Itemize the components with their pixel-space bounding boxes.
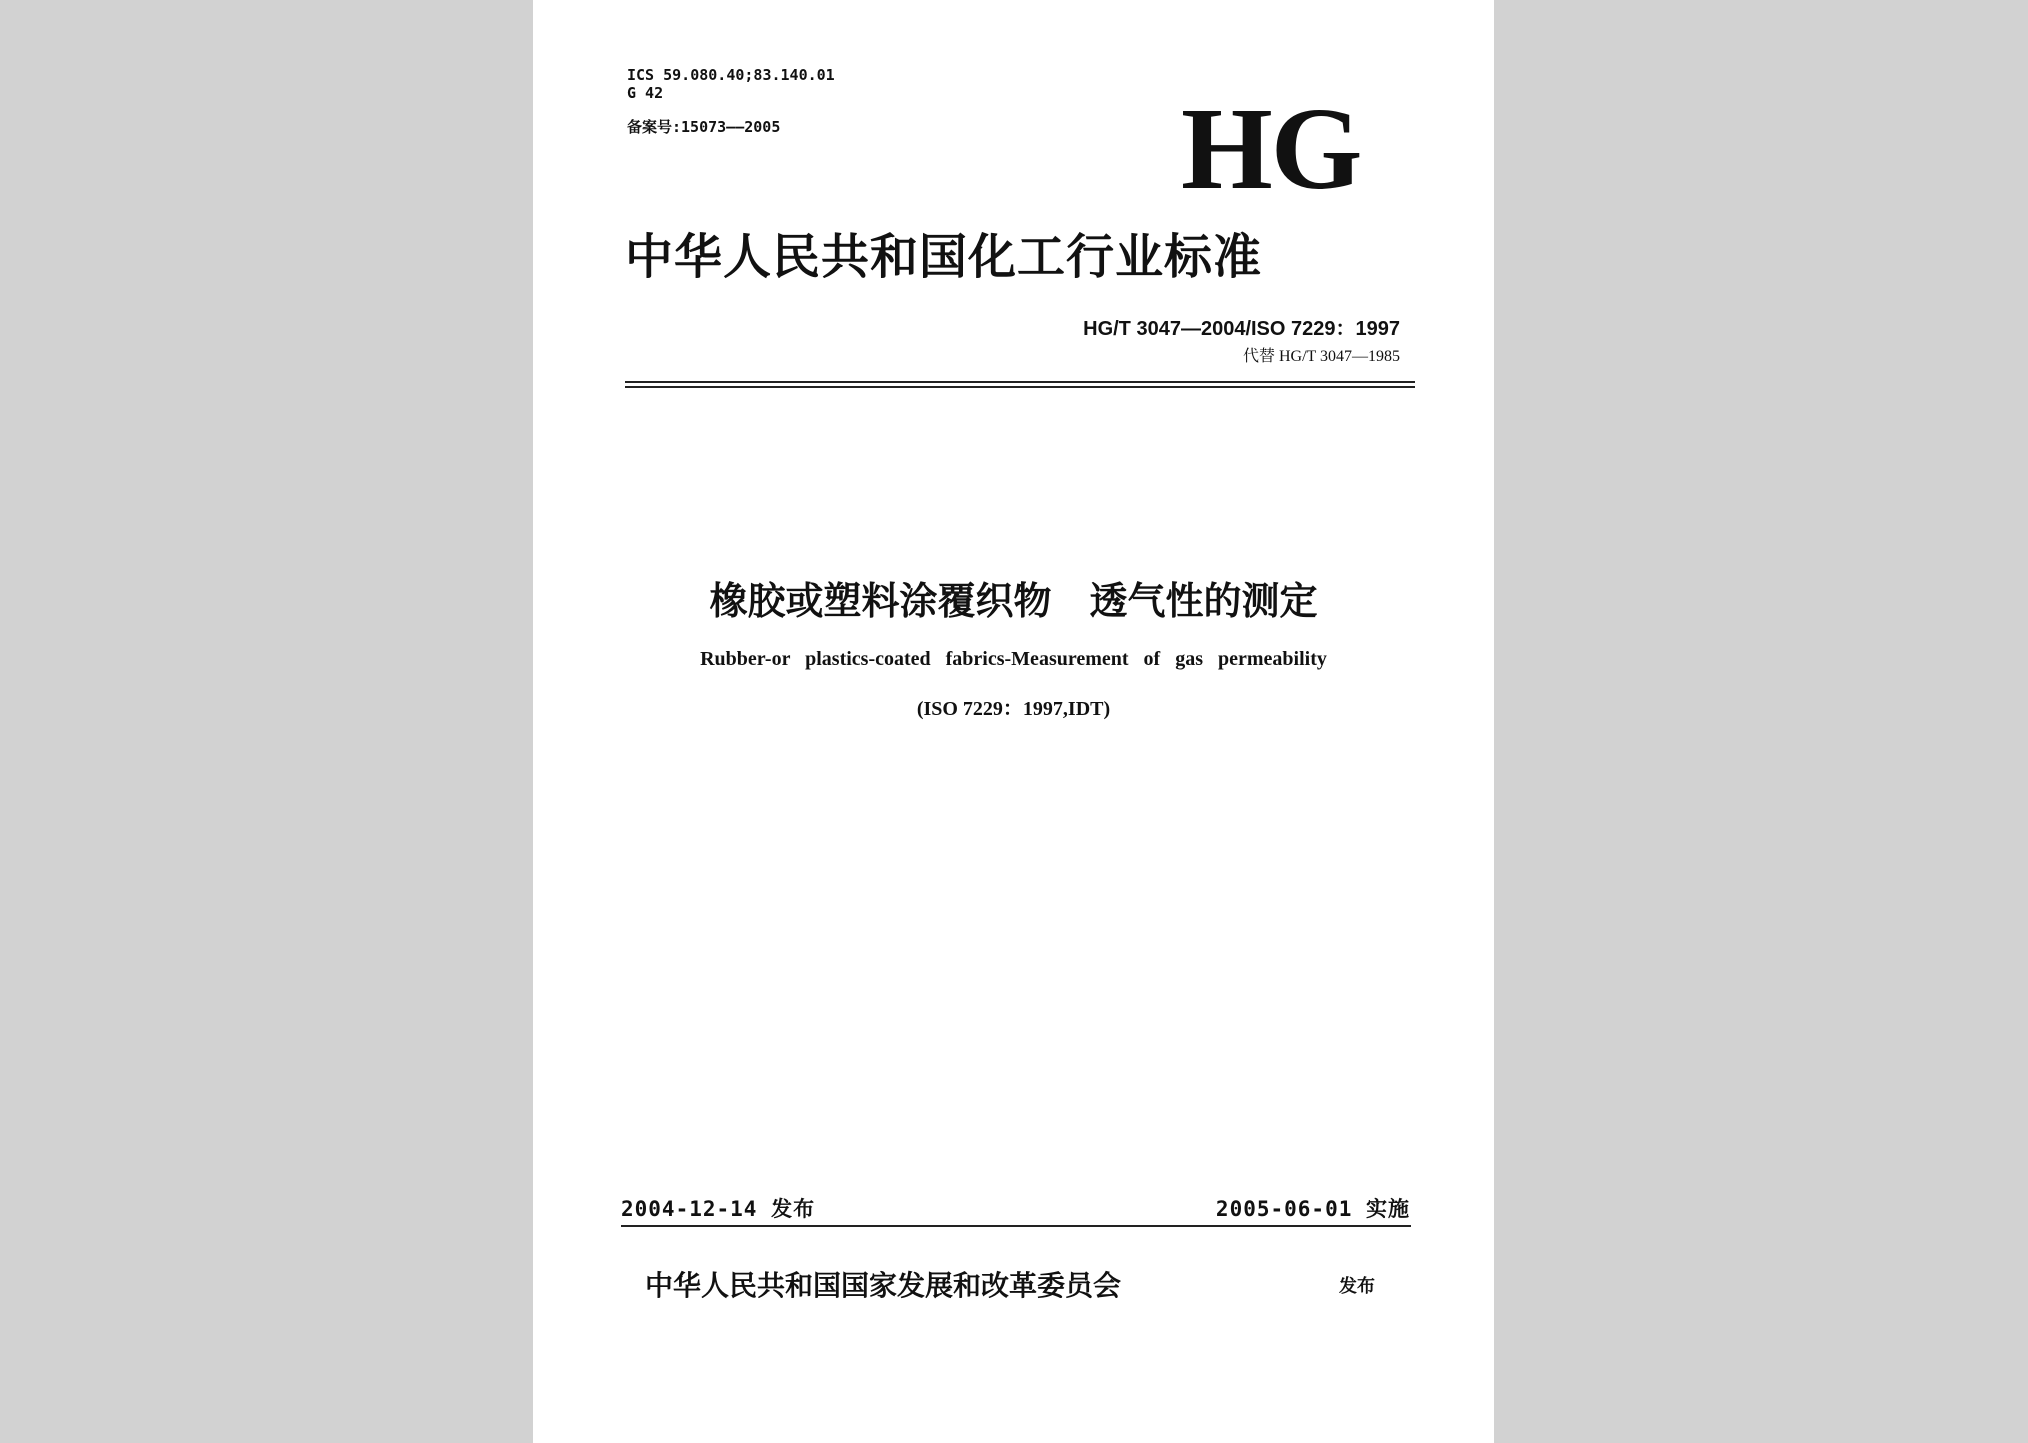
effective-date: 2005-06-01 实施 [1215, 1197, 1410, 1221]
ics-code: ICS 59.080.40;83.140.01 [627, 66, 835, 84]
header-divider-lower [625, 386, 1415, 388]
iso-reference: (ISO 7229：1997,IDT) [916, 698, 1111, 720]
replaces-standard: 代替 HG/T 3047—1985 [1242, 348, 1400, 365]
publisher-name: 中华人民共和国国家发展和改革委员会 [645, 1269, 1122, 1302]
standard-code: HG/T 3047—2004/ISO 7229：1997 [1083, 318, 1400, 340]
document-page [533, 0, 1494, 1443]
document-title-cn: 橡胶或塑料涂覆织物 透气性的测定 [709, 579, 1318, 623]
publisher-tag: 发布 [1339, 1276, 1375, 1297]
ccs-code: G 42 [627, 84, 664, 102]
standard-title: 中华人民共和国化工行业标准 [625, 229, 1263, 285]
header-divider-upper [625, 381, 1415, 383]
record-number: 备案号:15073——2005 [627, 118, 781, 136]
footer-divider [621, 1225, 1411, 1227]
document-title-en: Rubber-or plastics-coated fabrics-Measurement of gas permeability [700, 648, 1327, 670]
issue-date: 2004-12-14 发布 [621, 1197, 816, 1221]
hg-logo: HG [1181, 83, 1361, 214]
